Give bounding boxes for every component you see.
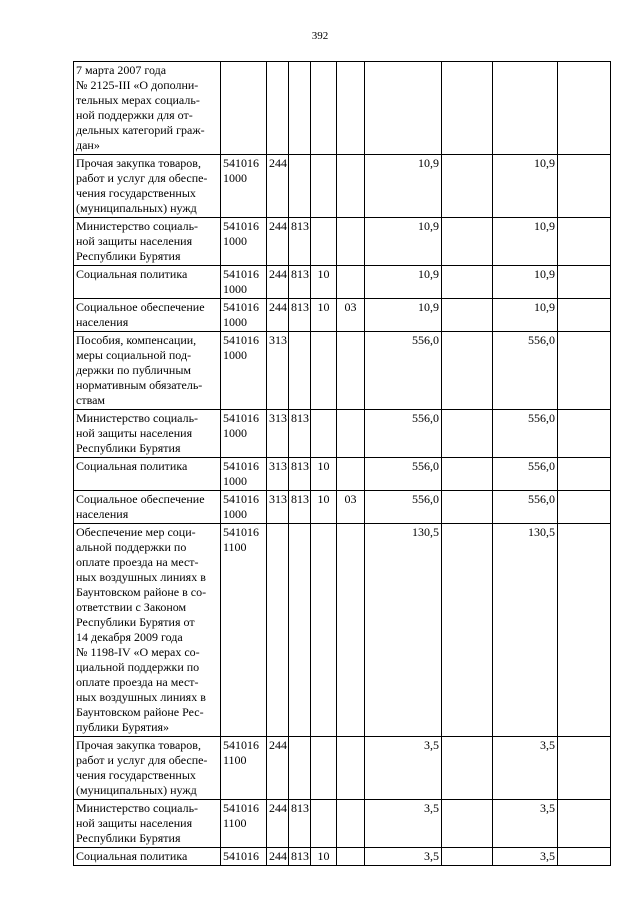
amount-extra-cell	[442, 299, 493, 332]
row-name-cell: Социальная политика	[74, 266, 221, 299]
expense-type-cell: 244	[267, 737, 289, 800]
subsection-cell	[337, 458, 365, 491]
table-row	[74, 800, 611, 848]
amount-cell: 130,5	[365, 524, 442, 737]
expense-type-cell: 313	[267, 332, 289, 410]
target-article-cell: 541016	[221, 848, 267, 866]
row-name-cell: Социальное обеспечение населения	[74, 299, 221, 332]
amount-total-cell: 130,5	[493, 524, 558, 737]
target-article-cell: 541016 1000	[221, 266, 267, 299]
row-name-cell: Пособия, компенсации, меры социальной под- держки по публичным нормативным обязатель- ствам	[74, 332, 221, 410]
empty-amount-cell	[558, 524, 611, 737]
amount-total-cell: 10,9	[493, 155, 558, 218]
target-article-cell: 541016 1000	[221, 155, 267, 218]
expense-type-cell: 313	[267, 491, 289, 524]
amount-cell: 10,9	[365, 155, 442, 218]
budget-table	[73, 61, 611, 866]
target-article-cell: 541016 1000	[221, 458, 267, 491]
empty-amount-cell	[558, 299, 611, 332]
subsection-cell	[337, 800, 365, 848]
subsection-cell	[337, 155, 365, 218]
empty-amount-cell	[558, 737, 611, 800]
empty-amount-cell	[558, 848, 611, 866]
amount-total-cell: 3,5	[493, 737, 558, 800]
target-article-cell: 541016 1000	[221, 491, 267, 524]
subsection-cell	[337, 332, 365, 410]
amount-total-cell: 3,5	[493, 848, 558, 866]
ministry-code-cell: 813	[289, 218, 311, 266]
ministry-code-cell: 813	[289, 266, 311, 299]
target-article-cell	[221, 62, 267, 155]
ministry-code-cell: 813	[289, 410, 311, 458]
amount-cell	[365, 62, 442, 155]
expense-type-cell: 244	[267, 848, 289, 866]
empty-amount-cell	[558, 155, 611, 218]
row-name-cell: 7 марта 2007 года № 2125-III «О дополни- тельных мерах социаль- ной поддержки для от- дельных категорий граж- дан»	[74, 62, 221, 155]
table-row	[74, 266, 611, 299]
target-article-cell: 541016 1000	[221, 410, 267, 458]
table-row	[74, 155, 611, 218]
section-cell	[311, 800, 337, 848]
amount-extra-cell	[442, 218, 493, 266]
expense-type-cell: 244	[267, 266, 289, 299]
ministry-code-cell: 813	[289, 299, 311, 332]
section-cell	[311, 410, 337, 458]
expense-type-cell: 244	[267, 299, 289, 332]
ministry-code-cell	[289, 155, 311, 218]
empty-amount-cell	[558, 266, 611, 299]
row-name-cell: Прочая закупка товаров, работ и услуг для обеспе- чения государственных (муниципальных) нужд	[74, 155, 221, 218]
amount-total-cell: 3,5	[493, 800, 558, 848]
subsection-cell: 03	[337, 299, 365, 332]
subsection-cell	[337, 62, 365, 155]
amount-extra-cell	[442, 410, 493, 458]
table-row	[74, 491, 611, 524]
amount-cell: 556,0	[365, 410, 442, 458]
ministry-code-cell: 813	[289, 491, 311, 524]
subsection-cell	[337, 524, 365, 737]
section-cell	[311, 737, 337, 800]
row-name-cell: Прочая закупка товаров, работ и услуг для обеспе- чения государственных (муниципальных) нужд	[74, 737, 221, 800]
amount-cell: 10,9	[365, 218, 442, 266]
target-article-cell: 541016 1000	[221, 218, 267, 266]
amount-total-cell: 556,0	[493, 332, 558, 410]
empty-amount-cell	[558, 62, 611, 155]
amount-extra-cell	[442, 524, 493, 737]
target-article-cell: 541016 1100	[221, 737, 267, 800]
amount-cell: 3,5	[365, 848, 442, 866]
ministry-code-cell: 813	[289, 800, 311, 848]
table-row	[74, 332, 611, 410]
table-row	[74, 524, 611, 737]
section-cell: 10	[311, 299, 337, 332]
ministry-code-cell: 813	[289, 848, 311, 866]
table-row	[74, 299, 611, 332]
target-article-cell: 541016 1100	[221, 800, 267, 848]
target-article-cell: 541016 1000	[221, 299, 267, 332]
row-name-cell: Социальная политика	[74, 458, 221, 491]
expense-type-cell: 313	[267, 458, 289, 491]
empty-amount-cell	[558, 218, 611, 266]
section-cell: 10	[311, 848, 337, 866]
amount-cell: 10,9	[365, 266, 442, 299]
subsection-cell	[337, 848, 365, 866]
section-cell: 10	[311, 491, 337, 524]
row-name-cell: Социальная политика	[74, 848, 221, 866]
amount-extra-cell	[442, 458, 493, 491]
expense-type-cell: 244	[267, 218, 289, 266]
expense-type-cell: 313	[267, 410, 289, 458]
amount-extra-cell	[442, 737, 493, 800]
empty-amount-cell	[558, 491, 611, 524]
amount-extra-cell	[442, 62, 493, 155]
table-row	[74, 218, 611, 266]
ministry-code-cell: 813	[289, 458, 311, 491]
amount-total-cell: 556,0	[493, 458, 558, 491]
subsection-cell	[337, 266, 365, 299]
section-cell	[311, 62, 337, 155]
ministry-code-cell	[289, 524, 311, 737]
section-cell	[311, 155, 337, 218]
subsection-cell	[337, 218, 365, 266]
row-name-cell: Министерство социаль- ной защиты населения Республики Бурятия	[74, 218, 221, 266]
subsection-cell: 03	[337, 491, 365, 524]
amount-extra-cell	[442, 266, 493, 299]
empty-amount-cell	[558, 458, 611, 491]
section-cell: 10	[311, 458, 337, 491]
amount-extra-cell	[442, 155, 493, 218]
row-name-cell: Социальное обеспечение населения	[74, 491, 221, 524]
amount-total-cell: 10,9	[493, 266, 558, 299]
amount-cell: 556,0	[365, 458, 442, 491]
table-row	[74, 458, 611, 491]
subsection-cell	[337, 737, 365, 800]
table-row	[74, 62, 611, 155]
empty-amount-cell	[558, 332, 611, 410]
section-cell	[311, 332, 337, 410]
amount-cell: 3,5	[365, 737, 442, 800]
target-article-cell: 541016 1000	[221, 332, 267, 410]
amount-cell: 556,0	[365, 332, 442, 410]
expense-type-cell: 244	[267, 155, 289, 218]
empty-amount-cell	[558, 800, 611, 848]
amount-total-cell: 10,9	[493, 299, 558, 332]
page-number: 392	[311, 30, 329, 42]
table-row	[74, 848, 611, 866]
amount-total-cell	[493, 62, 558, 155]
amount-total-cell: 556,0	[493, 410, 558, 458]
amount-cell: 3,5	[365, 800, 442, 848]
row-name-cell: Министерство социаль- ной защиты населения Республики Бурятия	[74, 800, 221, 848]
section-cell	[311, 218, 337, 266]
row-name-cell: Министерство социаль- ной защиты населения Республики Бурятия	[74, 410, 221, 458]
section-cell: 10	[311, 266, 337, 299]
target-article-cell: 541016 1100	[221, 524, 267, 737]
ministry-code-cell	[289, 332, 311, 410]
ministry-code-cell	[289, 62, 311, 155]
amount-extra-cell	[442, 491, 493, 524]
row-name-cell: Обеспечение мер соци- альной поддержки по оплате проезда на мест- ных воздушных линиях в Баунтовском районе в со- ответствии с Законом Республики Бурятия от 14 декабря 2009 года № 1198-IV «О мерах со- циальной поддержки по оплате проезда на мест- ных воздушных линиях в Баунтовском районе Рес- публики Бурятия»	[74, 524, 221, 737]
subsection-cell	[337, 410, 365, 458]
expense-type-cell: 244	[267, 800, 289, 848]
amount-total-cell: 10,9	[493, 218, 558, 266]
ministry-code-cell	[289, 737, 311, 800]
expense-type-cell	[267, 524, 289, 737]
amount-extra-cell	[442, 848, 493, 866]
amount-extra-cell	[442, 332, 493, 410]
amount-cell: 556,0	[365, 491, 442, 524]
table-row	[74, 410, 611, 458]
empty-amount-cell	[558, 410, 611, 458]
amount-total-cell: 556,0	[493, 491, 558, 524]
expense-type-cell	[267, 62, 289, 155]
amount-extra-cell	[442, 800, 493, 848]
amount-cell: 10,9	[365, 299, 442, 332]
table-row	[74, 737, 611, 800]
section-cell	[311, 524, 337, 737]
